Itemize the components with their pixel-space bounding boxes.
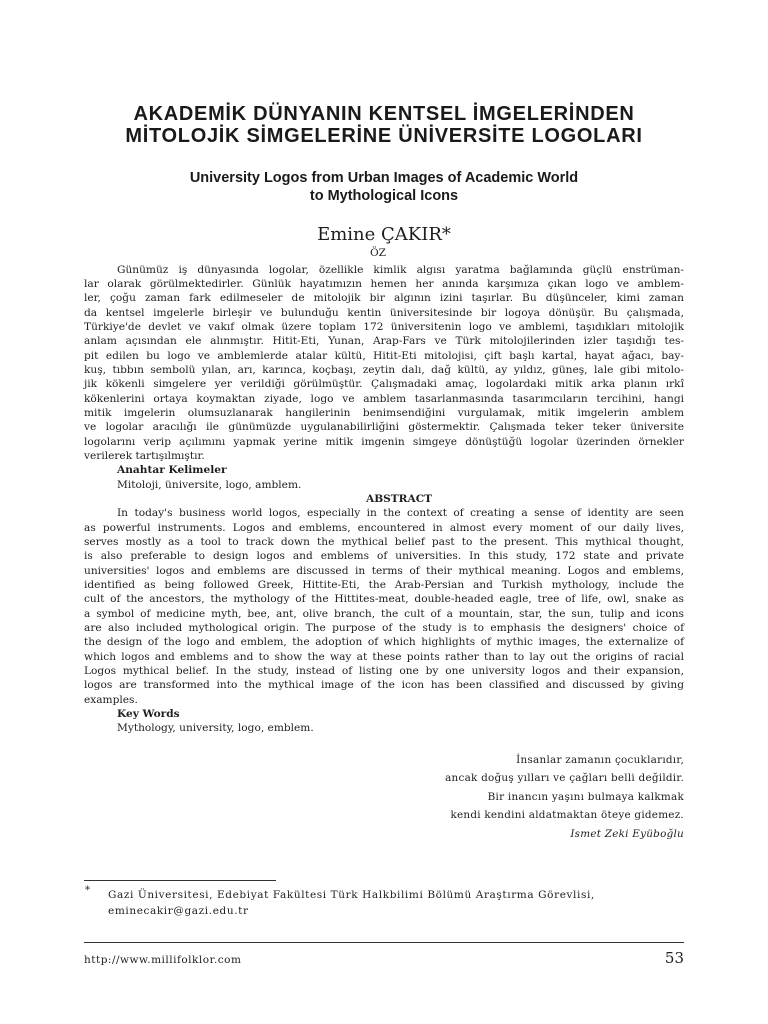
epigraph-line: ancak doğuş yılları ve çağları belli değildir. <box>445 772 684 785</box>
anahtar-kelimeler-heading: Anahtar Kelimeler <box>117 464 227 477</box>
footer-url: http://www.millifolklor.com <box>84 954 242 966</box>
oz-line: kuş, tıbbın sembolü yılan, arı, karınca, koçbaşı, zeytin dalı, dağ kültü, ay yıldız, güneş, lale gibi mitolo- <box>84 364 684 377</box>
footnote-marker: * <box>85 885 90 896</box>
author-name: Emine ÇAKIR* <box>317 224 451 245</box>
article-title <box>0 103 768 147</box>
footnote-divider <box>84 880 276 881</box>
oz-line: logolarını verip açılımını yapmak yerine mitik imgenin simgeye dönüştüğü logolar üzerinden örnekler <box>84 435 684 448</box>
subtitle-line-2: to Mythological Icons <box>309 188 459 204</box>
title-line-1: AKADEMİK DÜNYANIN KENTSEL İMGELERİNDEN <box>133 103 635 125</box>
key-words-heading: Key Words <box>117 707 180 720</box>
article-subtitle <box>0 169 768 205</box>
abstract-line: examples. <box>84 693 138 706</box>
oz-line: ler, çoğu zaman fark edilmeseler de mitolojik bir algının izini taşırlar. Bu düşünceler, kimi zaman <box>84 292 684 305</box>
epigraph-attribution: Ismet Zeki Eyüboğlu <box>570 827 684 840</box>
oz-line: Günümüz iş dünyasında logolar, özellikle kimlik algısı yaratma bağlamında güçlü enstrüman- <box>117 263 684 276</box>
abstract-line: a symbol of medicine myth, bee, ant, olive branch, the cult of a mountain, star, the sun, tulip and icons <box>84 607 684 620</box>
oz-line: kökenlerini ortaya koymaktan ziyade, logo ve amblem tasarlanmasında tasarımcıların tercihini, hangi <box>84 392 684 405</box>
footnote <box>108 887 595 919</box>
anahtar-kelimeler-text: Mitoloji, üniversite, logo, amblem. <box>117 478 302 491</box>
key-words-text: Mythology, university, logo, emblem. <box>117 722 314 735</box>
oz-line: da kentsel imgelerle birleşir ve bulunduğu kentin üniversitesinde bir logoya dönüşür. Bu çalışmada, <box>84 306 684 319</box>
abstract-line: is also preferable to design logos and emblems of universities. In this study, 172 state and private <box>84 550 684 563</box>
abstract-line: In today's business world logos, especially in the context of creating a sense of identity are seen <box>117 507 684 520</box>
oz-line: verilerek tartışılmıştır. <box>84 450 205 463</box>
epigraph-line: kendi kendini aldatmaktan öteye gidemez. <box>450 809 684 822</box>
abstract-line: universities' logos and emblems are discussed in terms of their mythical meaning. Logos and emblems, <box>84 564 684 577</box>
oz-line: jik kökenli simgelere yer verildiği görülmüştür. Çalışmadaki amaç, logolardaki mitik arka planın ırkî <box>84 378 684 391</box>
epigraph <box>284 751 684 843</box>
page-number: 53 <box>664 949 684 967</box>
footnote-affiliation: Gazi Üniversitesi, Edebiyat Fakültesi Türk Halkbilimi Bölümü Araştırma Görevlisi, <box>108 889 595 901</box>
oz-heading: ÖZ <box>369 247 387 259</box>
abstract-line: are also included mythological origin. The purpose of the study is to emphasis the designers' choice of <box>84 622 684 634</box>
abstract-line: cult of the ancestors, the mythology of the Hittites-meat, double-headed eagle, tree of life, owl, snake as <box>84 593 684 606</box>
oz-line: ve logolar aracılığı ile günümüzde uygulanabilirliğini göstermektir. Çalışmada teker teker üniversite <box>84 421 684 434</box>
abstract-heading: ABSTRACT <box>365 493 433 506</box>
subtitle-line-1: University Logos from Urban Images of Academic World <box>189 170 579 186</box>
epigraph-line: İnsanlar zamanın çocuklarıdır, <box>516 754 684 766</box>
abstract-line: which logos and emblems and to show the way at these points rather than to lay out the origins of racial <box>84 650 684 663</box>
abstract-line: as powerful instruments. Logos and emblems, encountered in almost every moment of our daily lives, <box>84 521 684 534</box>
footer-divider <box>84 942 684 943</box>
abstract-body <box>84 263 684 736</box>
oz-line: anlam açısından ele alınmıştır. Hitit-Eti, Yunan, Arap-Fars ve Türk mitolojilerinden izler taşıdığı tes- <box>84 335 684 348</box>
oz-line: lar olarak görülmektedirler. Günlük hayatımızın hemen her anında karşımıza çıkan logo ve amblem- <box>84 278 684 291</box>
title-line-2: MİTOLOJİK SİMGELERİNE ÜNİVERSİTE LOGOLARI <box>125 125 643 147</box>
abstract-line: serves mostly as a tool to track down the mythical belief past to the present. This mythical thought, <box>84 536 684 549</box>
epigraph-line: Bir inancın yaşını bulmaya kalkmak <box>487 790 684 803</box>
abstract-line: identified as being followed Greek, Hittite-Eti, the Arab-Persian and Turkish mythology, include the <box>84 579 684 592</box>
abstract-line: the design of the logo and emblem, the adoption of which highlights of mythic images, the externalize of <box>84 636 684 649</box>
footnote-email: eminecakir@gazi.edu.tr <box>108 905 249 917</box>
oz-line: pit edilen bu logo ve amblemlerde atalar kültü, Hitit-Eti mitolojisi, çift başlı kartal, hayat ağacı, bay- <box>84 349 684 362</box>
abstract-line: logos are transformed into the mythical image of the icon has been classified and discussed by giving <box>84 679 684 692</box>
abstract-line: Logos mythical belief. In the study, instead of listing one by one university logos and their expansion, <box>84 664 684 677</box>
oz-line: Türkiye'de devlet ve vakıf olmak üzere toplam 172 üniversitenin logo ve amblemi, taşıdıkları mitolojik <box>84 321 684 334</box>
oz-line: mitik imgelerin olumsuzlanarak hangilerinin benimsendiğini vurgulamak, mitik imgelerin amblem <box>84 407 684 420</box>
